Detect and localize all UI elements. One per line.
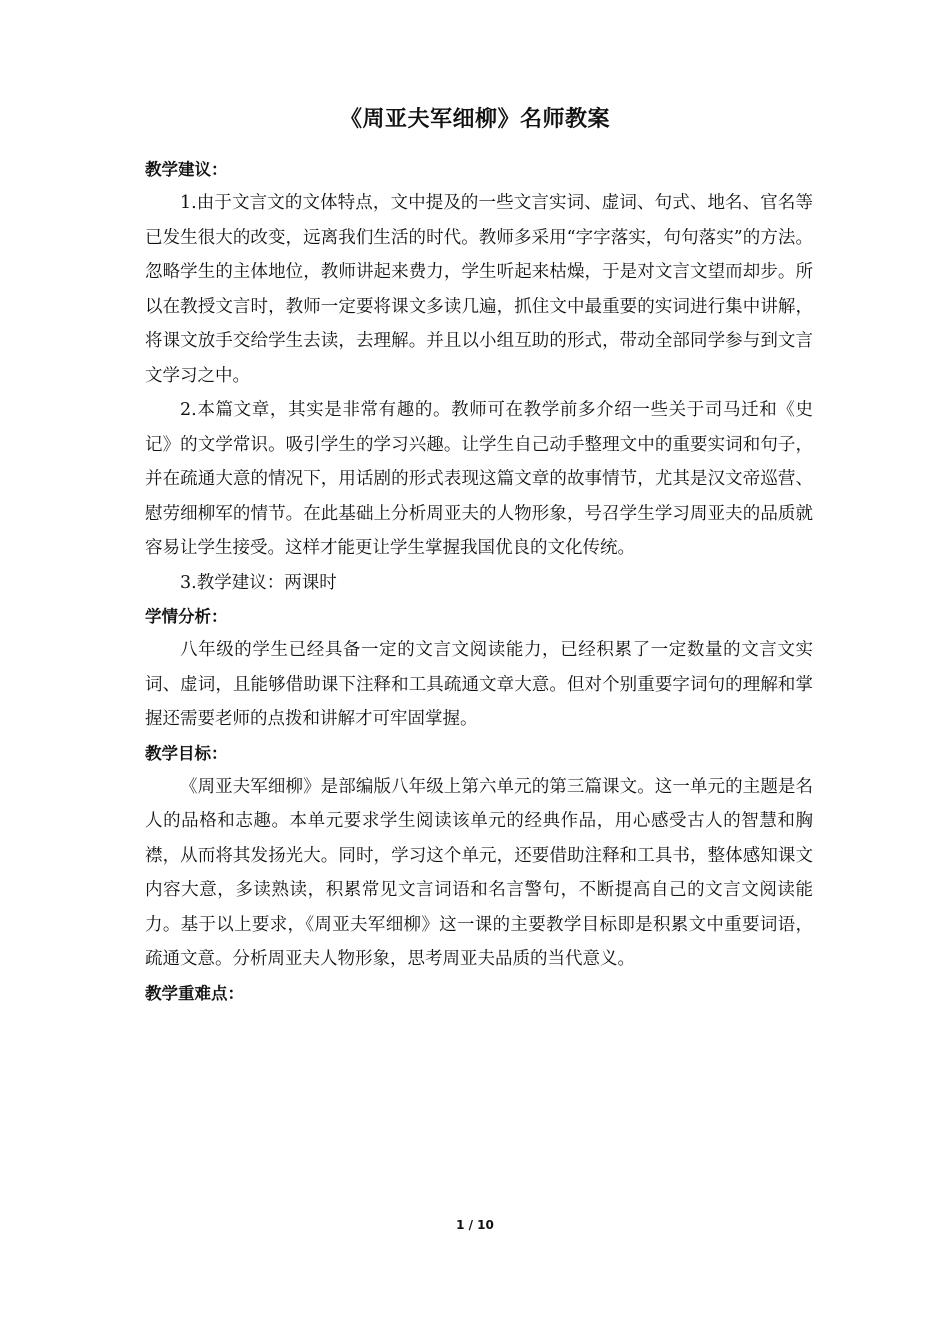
paragraph: 八年级的学生已经具备一定的文言文阅读能力，已经积累了一定数量的文言文实词、虚词，且能够借助课下注释和工具疏通文章大意。但对个别重要字词句的理解和掌握还需要老师的点拨和讲解才可牢固掌握。 [145, 640, 813, 729]
page-number: 1 / 10 [456, 1218, 494, 1232]
document-body [145, 153, 813, 1010]
section-heading-teaching-advice: 教学建议： [145, 160, 228, 179]
paragraph: 2.本篇文章，其实是非常有趣的。教师可在教学前多介绍一些关于司马迁和《史记》的文学常识。吸引学生的学习兴趣。让学生自己动手整理文中的重要实词和句子，并在疏通大意的情况下，用话剧的形式表现这篇文章的故事情节，尤其是汉文帝巡营、慰劳细柳军的情节。在此基础上分析周亚夫的人物形象，号召学生学习周亚夫的品质就容易让学生接受。这样才能更让学生掌握我国优良的文化传统。 [145, 400, 813, 558]
section-heading-teaching-goals: 教学目标： [145, 743, 228, 763]
section-heading-student-analysis: 学情分析： [145, 607, 228, 626]
section-heading-key-points: 教学重难点： [145, 983, 244, 1003]
paragraph: 《周亚夫军细柳》是部编版八年级上第六单元的第三篇课文。这一单元的主题是名人的品格和志趣。本单元要求学生阅读该单元的经典作品，用心感受古人的智慧和胸襟，从而将其发扬光大。同时，学习这个单元，还要借助注释和工具书，整体感知课文内容大意，多读熟读，积累常见文言词语和名言警句，不断提高自己的文言文阅读能力。基于以上要求，《周亚夫军细柳》这一课的主要教学目标即是积累文中重要词语，疏通文意。分析周亚夫人物形象，思考周亚夫品质的当代意义。 [145, 776, 813, 969]
paragraph: 1.由于文言文的文体特点，文中提及的一些文言实词、虚词、句式、地名、官名等已发生很大的改变，远离我们生活的时代。教师多采用“字字落实，句句落实”的方法。忽略学生的主体地位，教师讲起来费力，学生听起来枯燥，于是对文言文望而却步。所以在教授文言时，教师一定要将课文多读几遍，抓住文中最重要的实词进行集中讲解，将课文放手交给学生去读，去理解。并且以小组互助的形式，带动全部同学参与到文言文学习之中。 [145, 193, 813, 386]
document-title: 《周亚夫军细柳》名师教案 [339, 107, 610, 132]
paragraph: 3.教学建议：两课时 [180, 572, 337, 593]
